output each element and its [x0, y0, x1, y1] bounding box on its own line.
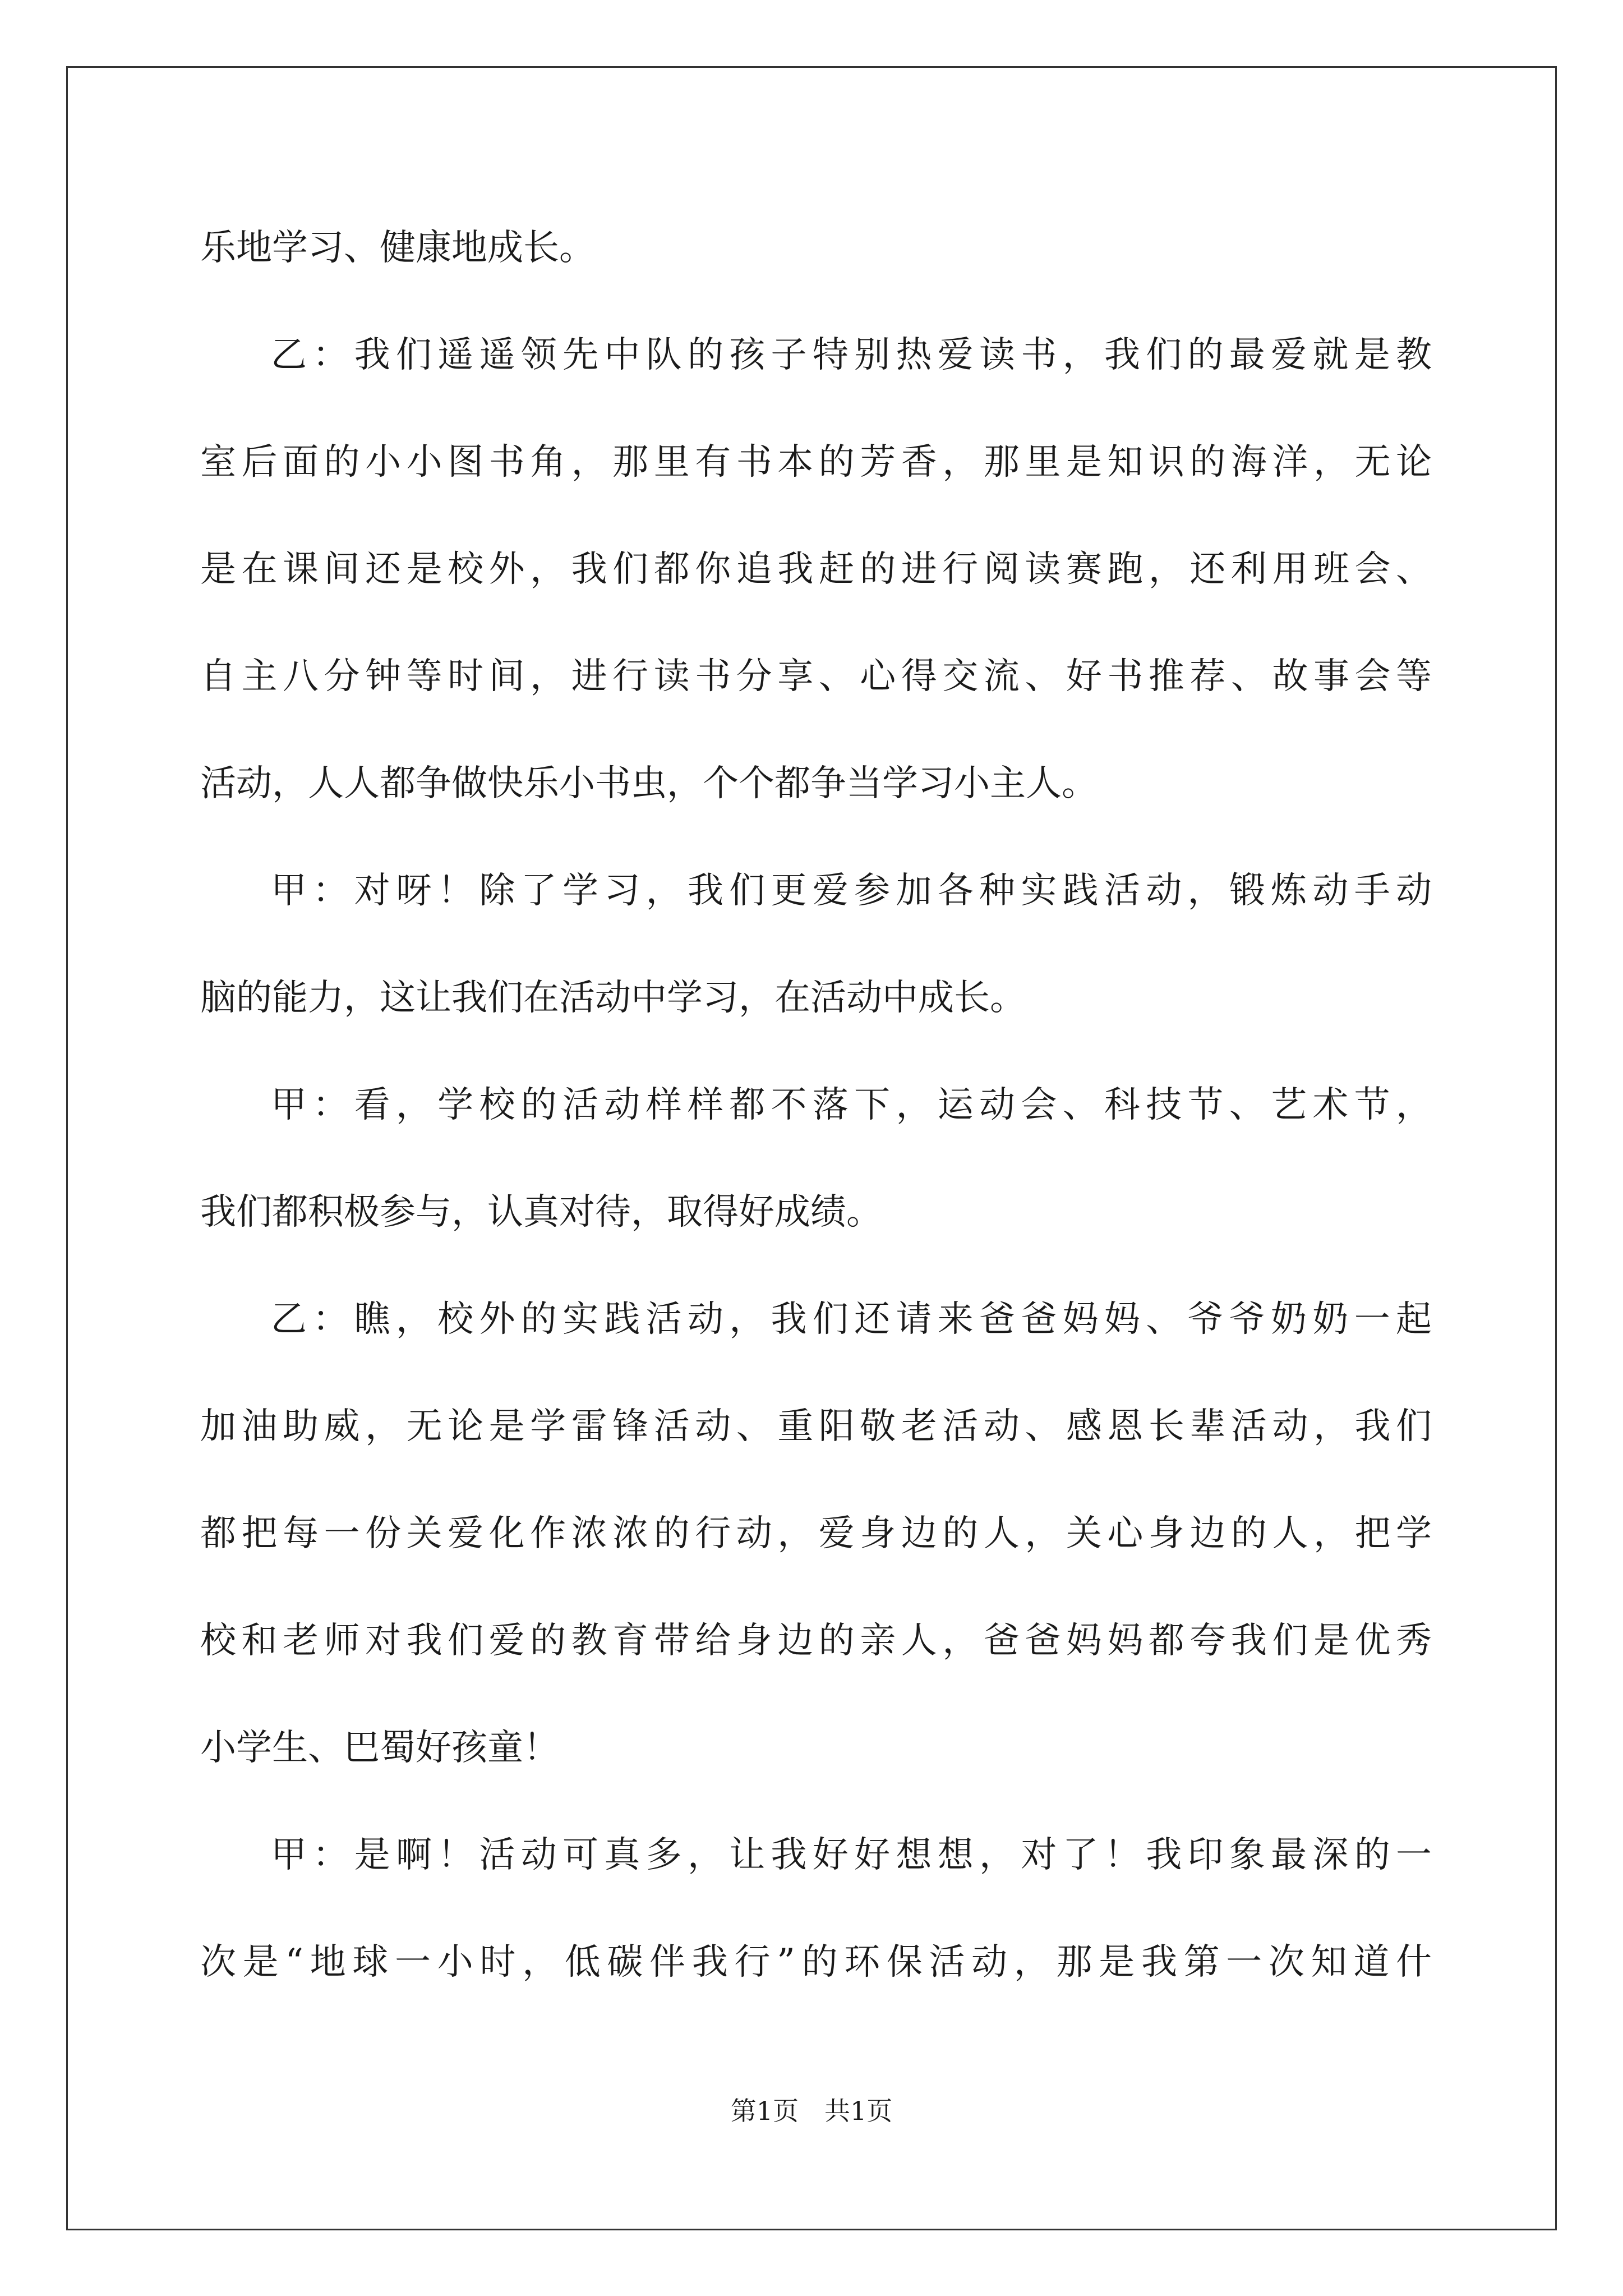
text-line: 小学生、巴蜀好孩童！: [200, 1727, 559, 1769]
text-line: 乐地学习、健康地成长。: [200, 227, 595, 269]
text-line: 甲：是啊！活动可真多，让我好好想想，对了！我印象最深的一: [271, 1834, 1432, 1876]
text-line: 甲：对呀！除了学习，我们更爱参加各种实践活动，锻炼动手动: [271, 870, 1432, 912]
page-number-footer: 第1页 共1页: [730, 2096, 893, 2126]
text-line: 活动，人人都争做快乐小书虫，个个都争当学习小主人。: [200, 763, 1098, 804]
text-line: 次是“地球一小时，低碳伴我行”的环保活动，那是我第一次知道什: [200, 1941, 1432, 1983]
text-line: 校和老师对我们爱的教育带给身边的亲人，爸爸妈妈都夸我们是优秀: [200, 1620, 1432, 1662]
text-line: 自主八分钟等时间，进行读书分享、心得交流、好书推荐、故事会等: [200, 656, 1432, 697]
text-line: 乙：瞧，校外的实践活动，我们还请来爸爸妈妈、爷爷奶奶一起: [271, 1299, 1432, 1340]
text-line: 加油助威，无论是学雷锋活动、重阳敬老活动、感恩长辈活动，我们: [200, 1406, 1432, 1447]
text-line: 是在课间还是校外，我们都你追我赶的进行阅读赛跑，还利用班会、: [200, 549, 1432, 590]
text-line: 我们都积极参与，认真对待，取得好成绩。: [200, 1191, 882, 1233]
text-line: 甲：看，学校的活动样样都不落下，运动会、科技节、艺术节，: [271, 1084, 1432, 1126]
text-line: 乙：我们遥遥领先中队的孩子特别热爱读书，我们的最爱就是教: [271, 334, 1432, 376]
page-border: [66, 66, 1557, 2230]
text-line: 脑的能力，这让我们在活动中学习，在活动中成长。: [200, 977, 1026, 1019]
text-line: 室后面的小小图书角，那里有书本的芳香，那里是知识的海洋，无论: [200, 441, 1432, 483]
text-line: 都把每一份关爱化作浓浓的行动，爱身边的人，关心身边的人，把学: [200, 1513, 1432, 1554]
